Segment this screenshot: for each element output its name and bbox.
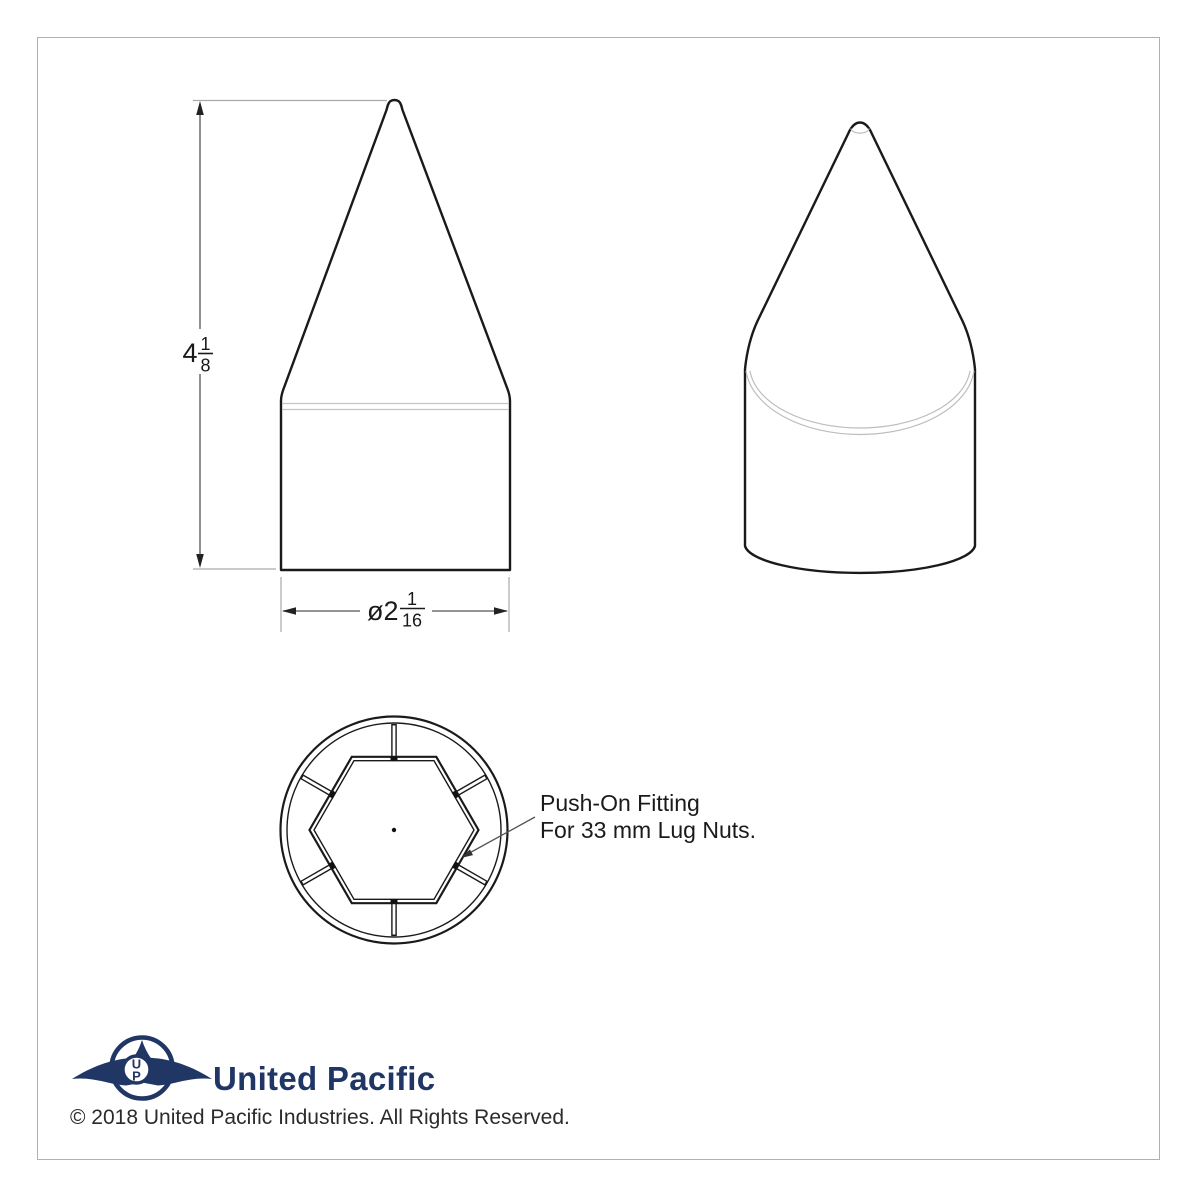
- height-fraction-denominator: 8: [200, 355, 211, 376]
- cylinder-outline: [745, 369, 975, 573]
- base-seam-arc: [750, 371, 970, 428]
- arrowhead-up-icon: [196, 101, 204, 115]
- base-seam-arc: [746, 371, 974, 434]
- diameter-prefix: ø2: [367, 596, 399, 626]
- perspective-view: [745, 123, 975, 573]
- annotation-line1: Push-On Fitting: [540, 790, 700, 816]
- brand-name: United Pacific: [213, 1060, 436, 1097]
- height-dimension-label: [182, 334, 213, 376]
- clip: [391, 899, 398, 904]
- arrowhead-left-icon: [282, 607, 296, 615]
- diameter-fraction-denominator: 16: [401, 610, 423, 631]
- arrowhead-down-icon: [196, 554, 204, 568]
- monogram-u: U: [131, 1056, 142, 1072]
- front-view: [182, 100, 510, 632]
- height-whole: 4: [182, 338, 198, 368]
- diameter-dimension-label: [367, 589, 425, 631]
- height-fraction-numerator: 1: [200, 334, 211, 354]
- front-view-outline: [281, 100, 510, 570]
- bottom-view: [281, 717, 757, 944]
- height-dimension: [182, 101, 387, 570]
- footer: [70, 1038, 570, 1130]
- annotation-line2: For 33 mm Lug Nuts.: [540, 817, 757, 843]
- diameter-dimension: [281, 577, 509, 632]
- arrowhead-right-icon: [494, 607, 508, 615]
- diameter-fraction-numerator: 1: [406, 589, 418, 609]
- center-mark: [392, 828, 396, 832]
- monogram-p: P: [132, 1068, 141, 1084]
- tip-seam-arc: [851, 129, 869, 134]
- up-logo-emblem: [72, 1038, 212, 1099]
- clip: [391, 756, 398, 761]
- cone-outline: [745, 123, 975, 370]
- copyright-text: © 2018 United Pacific Industries. All Rights Reserved.: [70, 1106, 570, 1129]
